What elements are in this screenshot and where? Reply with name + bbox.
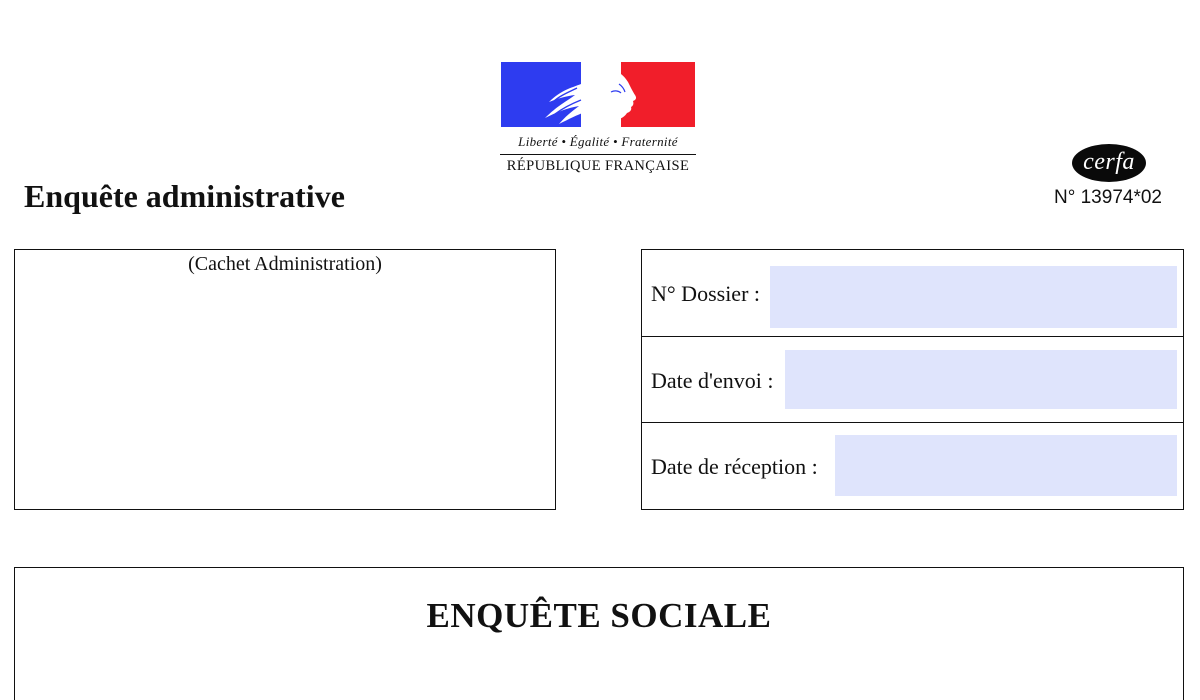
field-row-send-date: [642, 337, 1183, 423]
republic-name: RÉPUBLIQUE FRANÇAISE: [506, 158, 690, 174]
section-title: ENQUÊTE SOCIALE: [426, 596, 772, 635]
field-row-dossier-number: [642, 250, 1183, 337]
cerfa-logo: cerfa: [1072, 144, 1146, 182]
send-date-label: Date d'envoi :: [651, 368, 774, 393]
republic-motto: Liberté • Égalité • Fraternité: [518, 134, 678, 149]
reception-date-input[interactable]: [835, 435, 1177, 496]
marianne-logo: [500, 62, 696, 182]
reception-date-label: Date de réception :: [651, 454, 818, 479]
administration-stamp-box: [14, 249, 556, 510]
dossier-fields-box: [641, 249, 1184, 510]
cerfa-form-number: N° 13974*02: [1054, 187, 1162, 208]
french-flag-marianne-icon: [501, 62, 695, 127]
page-title: Enquête administrative: [24, 178, 345, 214]
motto-divider: [500, 154, 696, 155]
send-date-input[interactable]: [785, 350, 1177, 409]
dossier-number-label: N° Dossier :: [651, 281, 761, 306]
stamp-label: (Cachet Administration): [188, 253, 382, 275]
dossier-number-input[interactable]: [770, 266, 1177, 328]
field-row-reception-date: [642, 423, 1183, 508]
social-survey-section: [14, 567, 1184, 700]
